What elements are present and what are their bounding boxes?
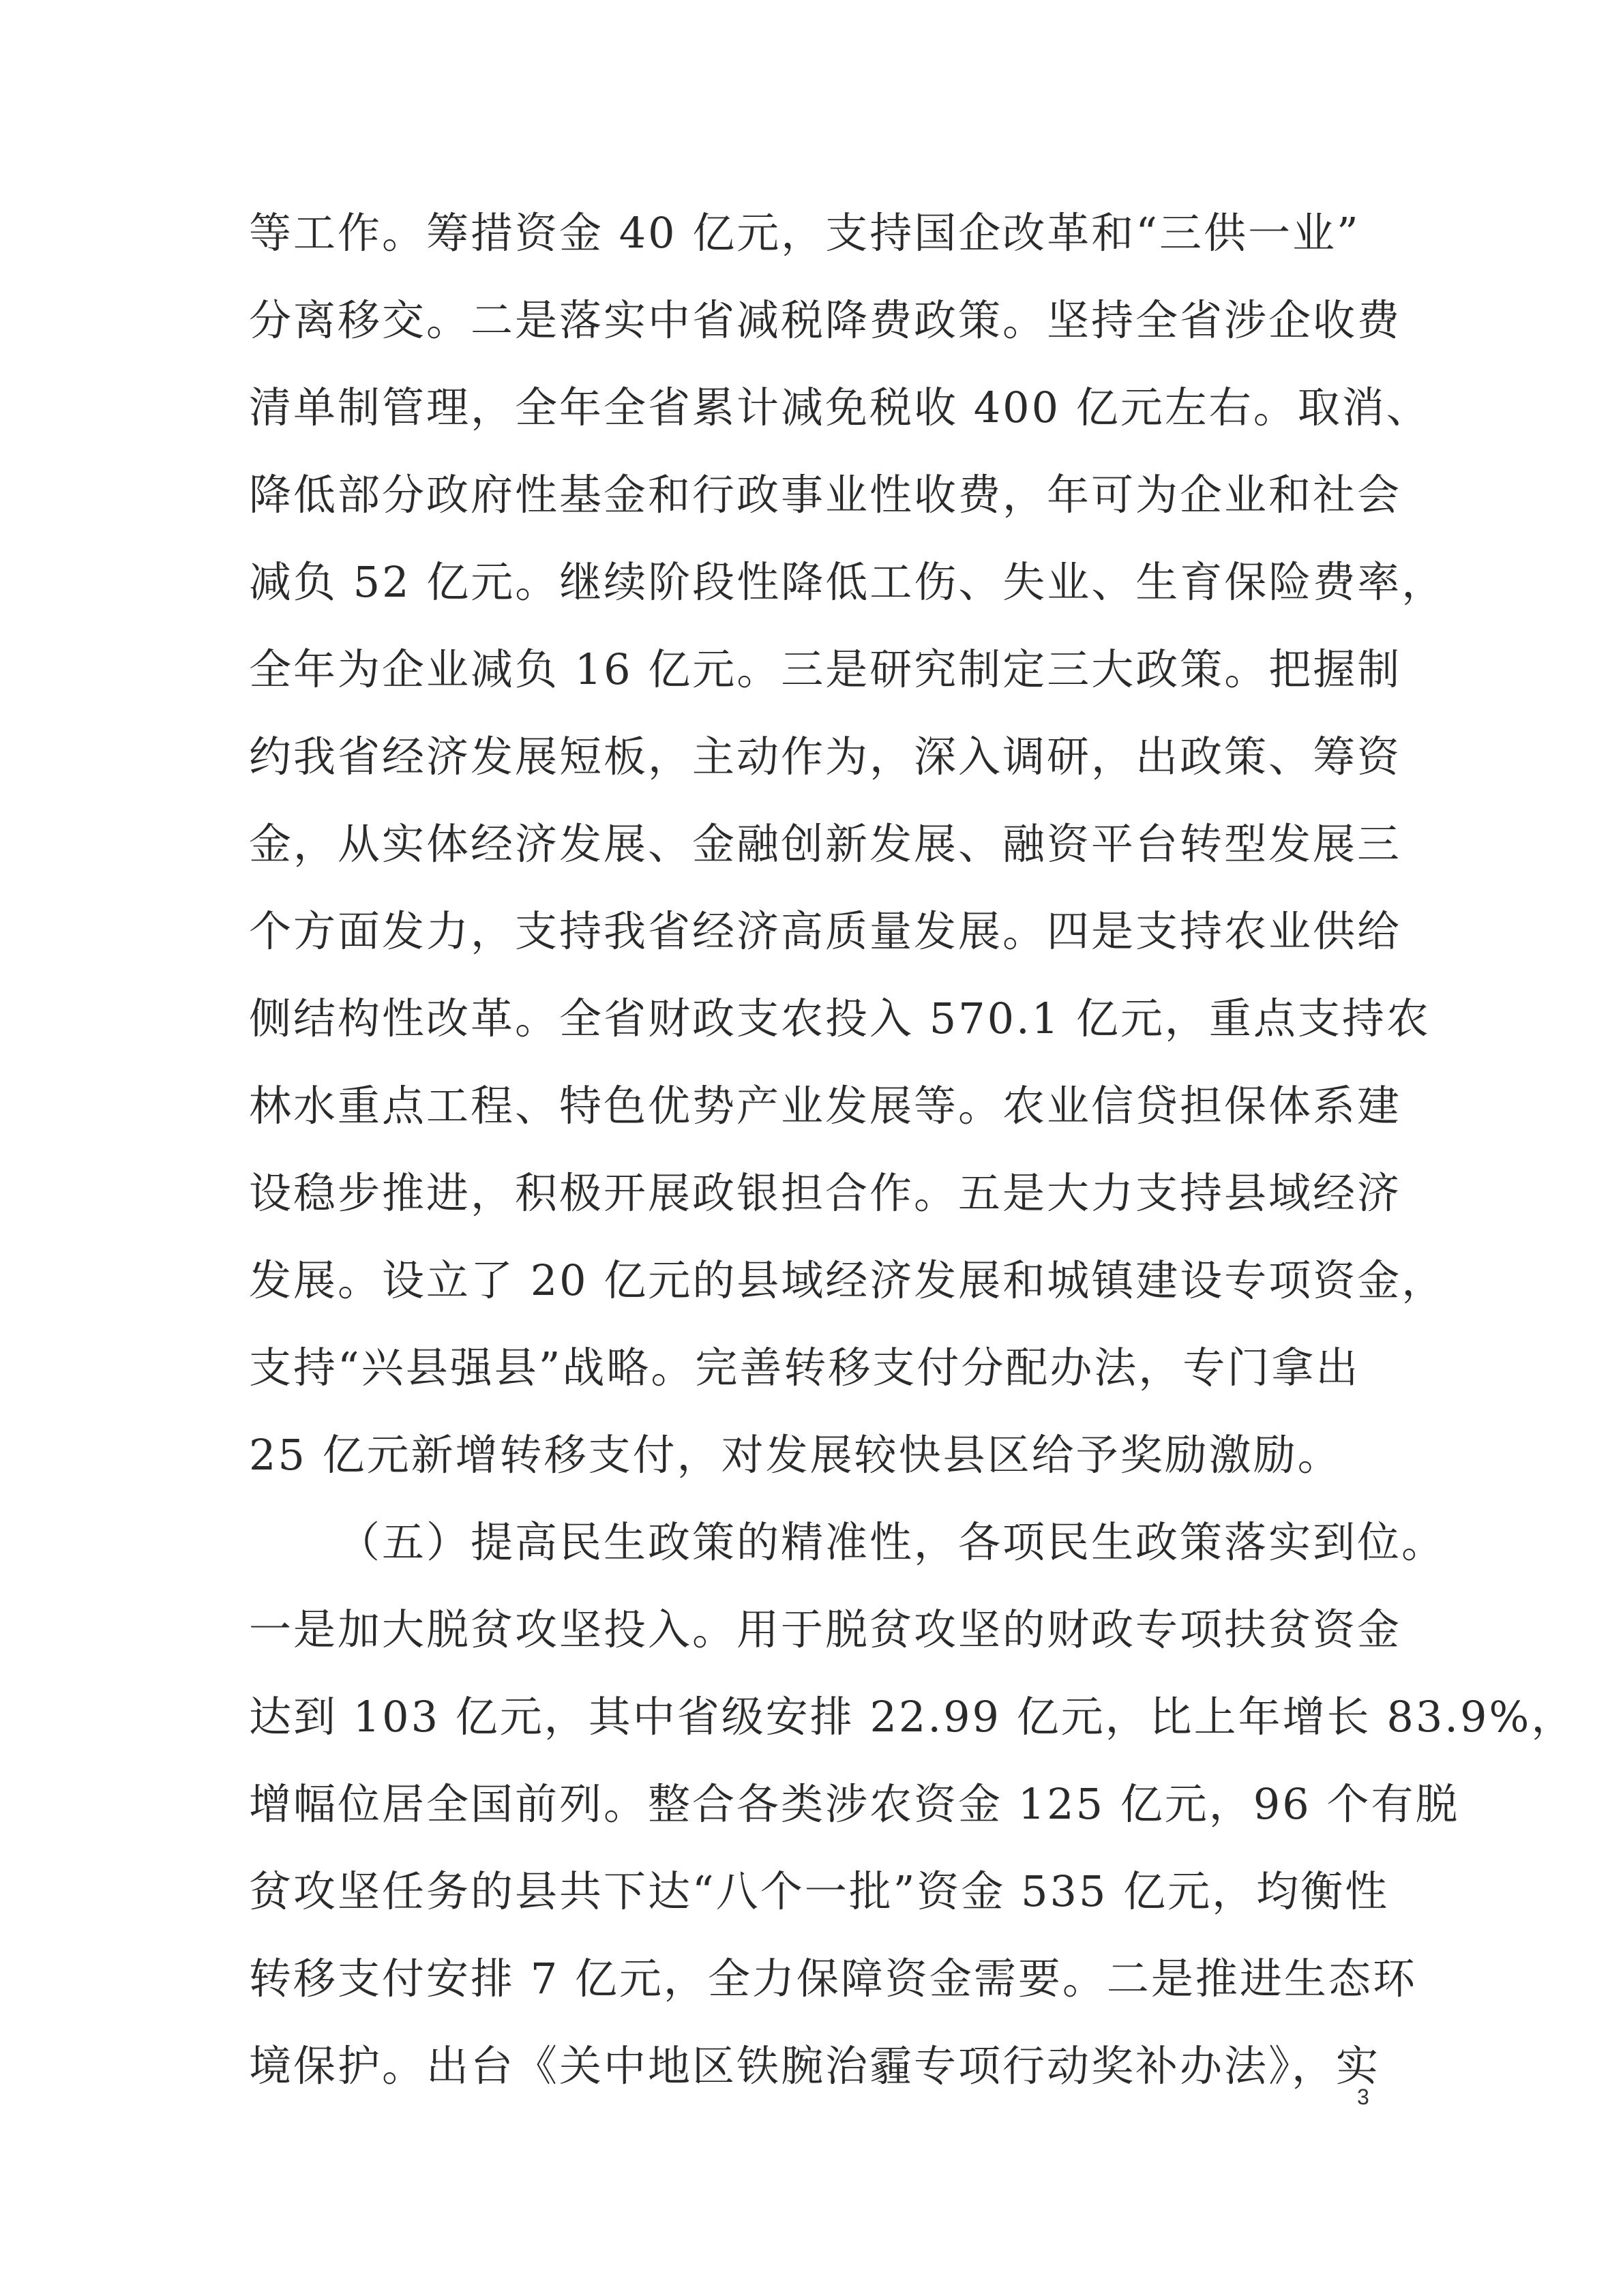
text-line: 全年为企业减负 16 亿元。三是研究制定三大政策。把握制	[249, 644, 1402, 694]
text-line: 转移支付安排 7 亿元，全力保障资金需要。二是推进生态环	[249, 1954, 1417, 2003]
text-line: 贫攻坚任务的县共下达“八个一批”资金 535 亿元，均衡性	[249, 1866, 1390, 1916]
text-line: 25 亿元新增转移支付，对发展较快县区给予奖励激励。	[249, 1430, 1342, 1480]
page-number: 3	[1357, 2085, 1369, 2109]
text-line: 分离移交。二是落实中省减税降费政策。坚持全省涉企收费	[249, 295, 1402, 345]
text-line: 一是加大脱贫攻坚投入。用于脱贫攻坚的财政专项扶贫资金	[249, 1605, 1402, 1654]
text-line: 达到 103 亿元，其中省级安排 22.99 亿元，比上年增长 83.9%，	[249, 1692, 1576, 1742]
text-line: 减负 52 亿元。继续阶段性降低工伤、失业、生育保险费率，	[249, 557, 1446, 607]
text-line: 等工作。筹措资金 40 亿元，支持国企改革和“三供一业”	[249, 208, 1360, 258]
text-line: 支持“兴县强县”战略。完善转移支付分配办法，专门拿出	[249, 1343, 1360, 1392]
text-line: 个方面发力，支持我省经济高质量发展。四是支持农业供给	[249, 906, 1402, 956]
text-line: 清单制管理，全年全省累计减免税收 400 亿元左右。取消、	[249, 383, 1431, 432]
text-line: 降低部分政府性基金和行政事业性收费，年可为企业和社会	[249, 470, 1402, 520]
text-line: 侧结构性改革。全省财政支农投入 570.1 亿元，重点支持农	[249, 994, 1431, 1043]
text-line: 金，从实体经济发展、金融创新发展、融资平台转型发展三	[249, 819, 1402, 869]
text-line: 约我省经济发展短板，主动作为，深入调研，出政策、筹资	[249, 732, 1402, 781]
text-line: 增幅位居全国前列。整合各类涉农资金 125 亿元，96 个有脱	[249, 1779, 1460, 1829]
text-line: 林水重点工程、特色优势产业发展等。农业信贷担保体系建	[249, 1081, 1402, 1131]
section-heading-line: （五）提高民生政策的精准性，各项民生政策落实到位。	[338, 1517, 1446, 1567]
text-line: 发展。设立了 20 亿元的县域经济发展和城镇建设专项资金，	[249, 1255, 1446, 1305]
text-line: 境保护。出台《关中地区铁腕治霾专项行动奖补办法》，实	[249, 2041, 1381, 2091]
text-line: 设稳步推进，积极开展政银担合作。五是大力支持县域经济	[249, 1168, 1402, 1218]
